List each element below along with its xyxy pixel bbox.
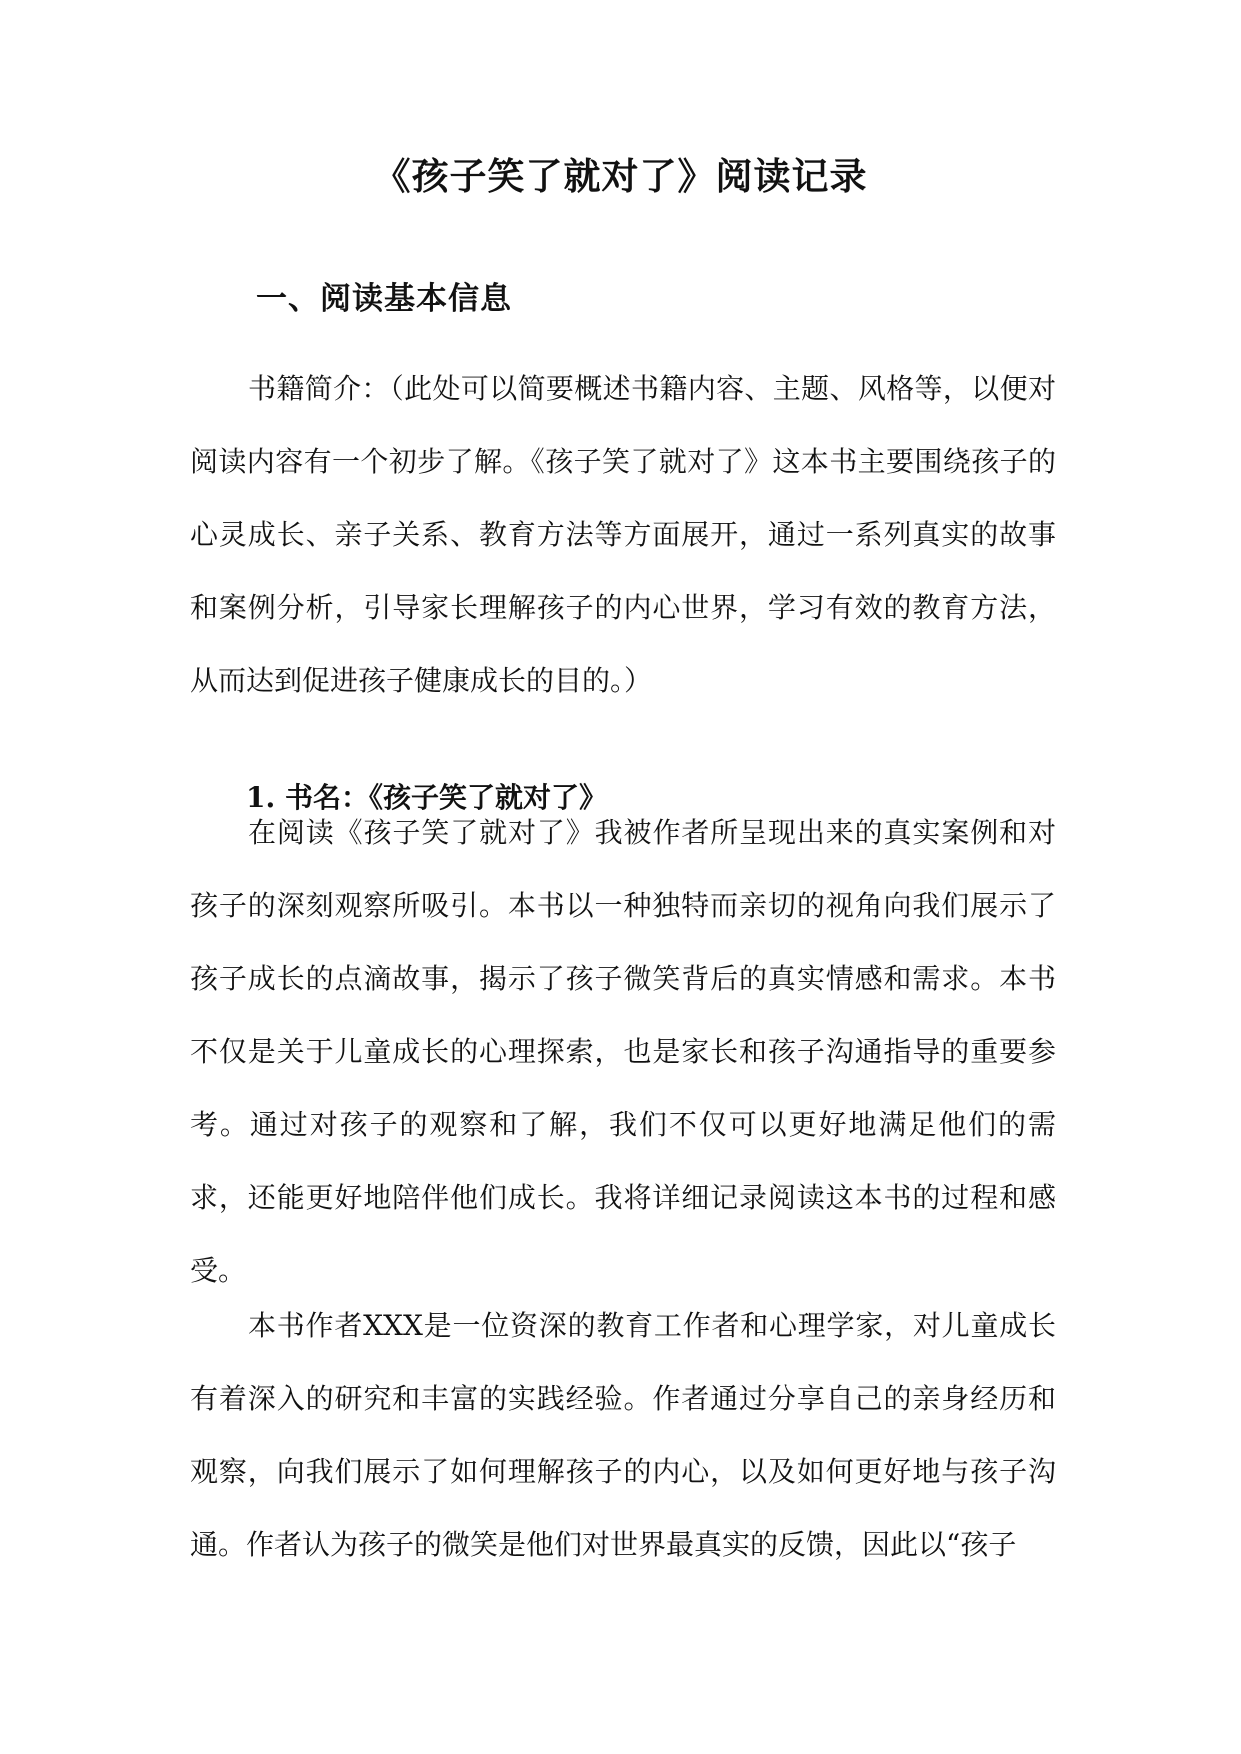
author-paragraph: 本书作者XXX是一位资深的教育工作者和心理学家，对儿童成长有着深入的研究和丰富的实践经验。作者通过分享自己的亲身经历和观察，向我们展示了如何理解孩子的内心，以及如何更好地与孩子沟通。作者认为孩子的微笑是他们对世界最真实的反馈，因此以“孩子 xyxy=(190,1309,1056,1561)
reading-paragraph: 在阅读《孩子笑了就对了》我被作者所呈现出来的真实案例和对孩子的深刻观察所吸引。本书以一种独特而亲切的视角向我们展示了孩子成长的点滴故事，揭示了孩子微笑背后的真实情感和需求。本书不仅是关于儿童成长的心理探索，也是家长和孩子沟通指导的重要参考。通过对孩子的观察和了解，我们不仅可以更好地满足他们的需求，还能更好地陪伴他们成长。我将详细记录阅读这本书的过程和感受。 xyxy=(190,816,1056,1287)
document-title: 《孩子笑了就对了》阅读记录 xyxy=(373,154,868,198)
book-name-subheading: 1. 书名：《孩子笑了就对了》 xyxy=(246,781,607,814)
section-heading: 一、阅读基本信息 xyxy=(256,281,512,317)
intro-paragraph: 书籍简介：（此处可以简要概述书籍内容、主题、风格等，以便对阅读内容有一个初步了解。《孩子笑了就对了》这本书主要围绕孩子的心灵成长、亲子关系、教育方法等方面展开，通过一系列真实的故事和案例分析，引导家长理解孩子的内心世界，学习有效的教育方法，从而达到促进孩子健康成长的目的。） xyxy=(190,372,1056,697)
